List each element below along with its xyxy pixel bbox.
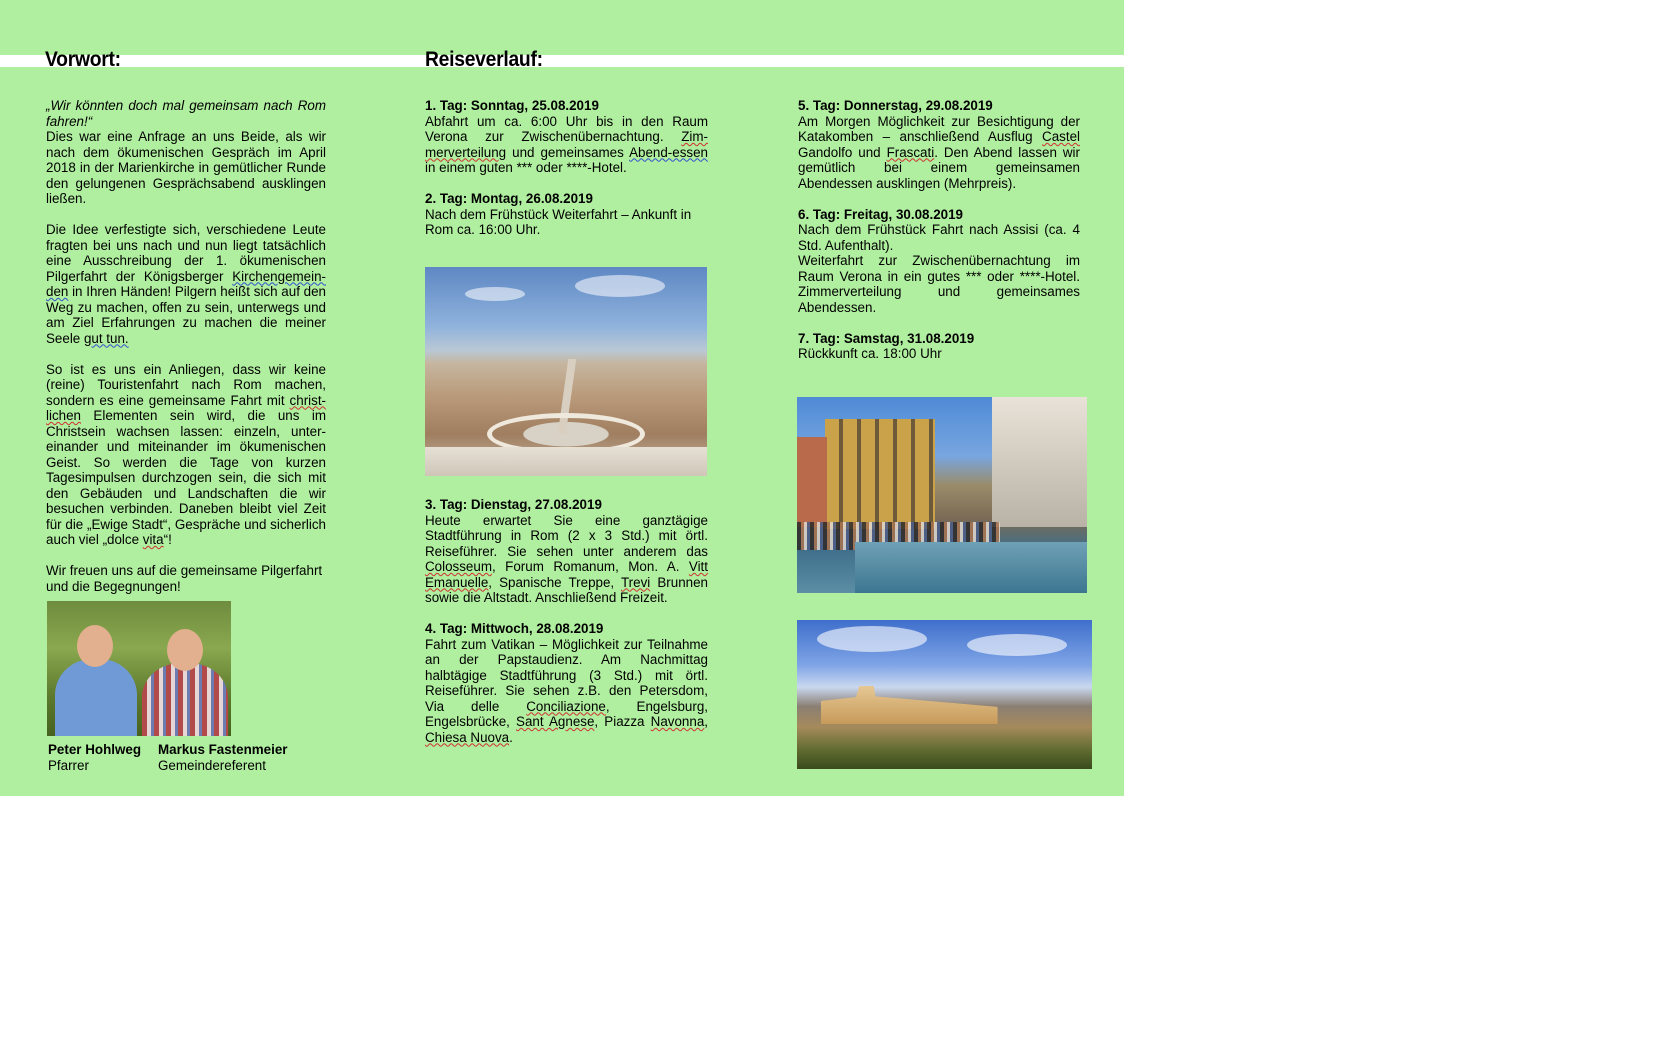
vorwort-paragraph-2: Die Idee verfestigte sich, verschiedene Leute fragten bei uns nach und nun liegt tatsächlich eine Ausschreibung der 1. ökumenischen Pilgerfahrt der Königsberger Kirchengemein-den in Ihren Händen! Pilgern heißt sich auf den Weg zu machen, offen zu sein, unterwegs und am Ziel Erfahrungen zu machen die meiner Seele gut tun.: [46, 222, 326, 346]
reise-column-3: [798, 98, 1080, 362]
day3-text: Heute erwartet Sie eine ganztägige Stadtführung in Rom (2 x 3 Std.) mit örtl. Reiseführer. Sie sehen unter anderem das Colosseum, Forum Romanum, Mon. A. Vitt Emanuelle, Spanische Treppe, Trevi Brunnen sowie die Altstadt. Anschließend Freizeit.: [425, 512, 708, 605]
day6-text-2: Weiterfahrt zur Zwischenübernachtung im Raum Verona in ein gutes *** oder ****-Hotel. Zimmerverteilung und gemeinsames Abendessen.: [798, 253, 1080, 315]
vorwort-paragraph-4: Wir freuen uns auf die gemeinsame Pilgerfahrt und die Begegnungen!: [46, 563, 323, 594]
pastors-photo: [47, 601, 231, 736]
day2-text: Nach dem Frühstück Weiterfahrt – Ankunft in Rom ca. 16:00 Uhr.: [425, 206, 692, 237]
person1-role: Pfarrer: [48, 758, 89, 773]
day4-title: 4. Tag: Mittwoch, 28.08.2019: [425, 621, 604, 636]
reiseverlauf-heading: Reiseverlauf:: [425, 48, 543, 71]
day6-text-1: Nach dem Frühstück Fahrt nach Assisi (ca. 4 Std. Aufenthalt).: [798, 222, 1080, 253]
vorwort-heading: Vorwort:: [45, 48, 121, 71]
day2-title: 2. Tag: Montag, 26.08.2019: [425, 191, 593, 206]
day6-title: 6. Tag: Freitag, 30.08.2019: [798, 206, 963, 222]
vorwort-paragraph-1: Dies war eine Anfrage an uns Beide, als wir nach dem ökumenischen Gespräch im April 2018 in der Marienkirche in gemütlicher Runde den gelungenen Gesprächsabend ausklingen ließen.: [46, 129, 326, 206]
header-divider-band: [0, 55, 1124, 67]
person2-role: Gemeindereferent: [158, 758, 266, 773]
reise-column-2-top: [425, 98, 708, 238]
day5-title: 5. Tag: Donnerstag, 29.08.2019: [798, 98, 993, 113]
rome-aerial-photo: [425, 267, 707, 476]
vorwort-column: [46, 98, 326, 594]
day7-title: 7. Tag: Samstag, 31.08.2019: [798, 330, 975, 346]
day7-text: Rückkunft ca. 18:00 Uhr: [798, 346, 942, 361]
trevi-fountain-photo: [797, 397, 1087, 593]
day4-text: Fahrt zum Vatikan – Möglichkeit zur Teilnahme an der Papstaudienz. Am Nachmittag halbtägige Stadtführung (3 Std.) mit örtl. Reiseführer. Sie sehen z.B. den Petersdom, Via delle Conciliazione, Engelsburg, Engelsbrücke, Sant Agnese, Piazza Navonna, Chiesa Nuova.: [425, 636, 709, 745]
vorwort-paragraph-3: So ist es uns ein Anliegen, dass wir keine (reine) Touristenfahrt nach Rom machen, sondern es eine gemeinsame Fahrt mit christ-lichen Elementen sein wird, die uns im Christsein wachsen lassen: einzeln, unter-einander und miteinander im ökumenischen Geist. So werden die Tage von kurzen Tagesimpulsen durchzogen sein, die sich mit den Gebäuden und Landschaften die wir besuchen verbinden. Daneben bleibt viel Zeit für die „Ewige Stadt“, Gespräche und sicherlich auch viel „dolce vita“!: [46, 361, 326, 547]
reise-column-2-bottom: [425, 497, 708, 745]
person1-name: Peter Hohlweg: [48, 742, 142, 757]
day1-text: Abfahrt um ca. 6:00 Uhr bis in den Raum Verona zur Zwischenübernachtung. Zim-merverteilung und gemeinsames Abend-essen in einem guten *** oder ****-Hotel.: [425, 113, 708, 175]
day5-text: Am Morgen Möglichkeit zur Besichtigung der Katakomben – anschließend Ausflug Castel Gandolfo und Frascati. Den Abend lassen wir gemütlich bei einem gemeinsamen Abendessen ausklingen (Mehrpreis).: [798, 113, 1080, 191]
day1-title: 1. Tag: Sonntag, 25.08.2019: [425, 98, 599, 113]
assisi-photo: [797, 620, 1092, 769]
vorwort-quote: „Wir könnten doch mal gemeinsam nach Rom fahren!“: [46, 98, 326, 129]
person2-caption: [158, 742, 288, 774]
day3-title: 3. Tag: Dienstag, 27.08.2019: [425, 497, 602, 512]
person2-name: Markus Fastenmeier: [158, 742, 288, 757]
person1-caption: [48, 742, 141, 774]
